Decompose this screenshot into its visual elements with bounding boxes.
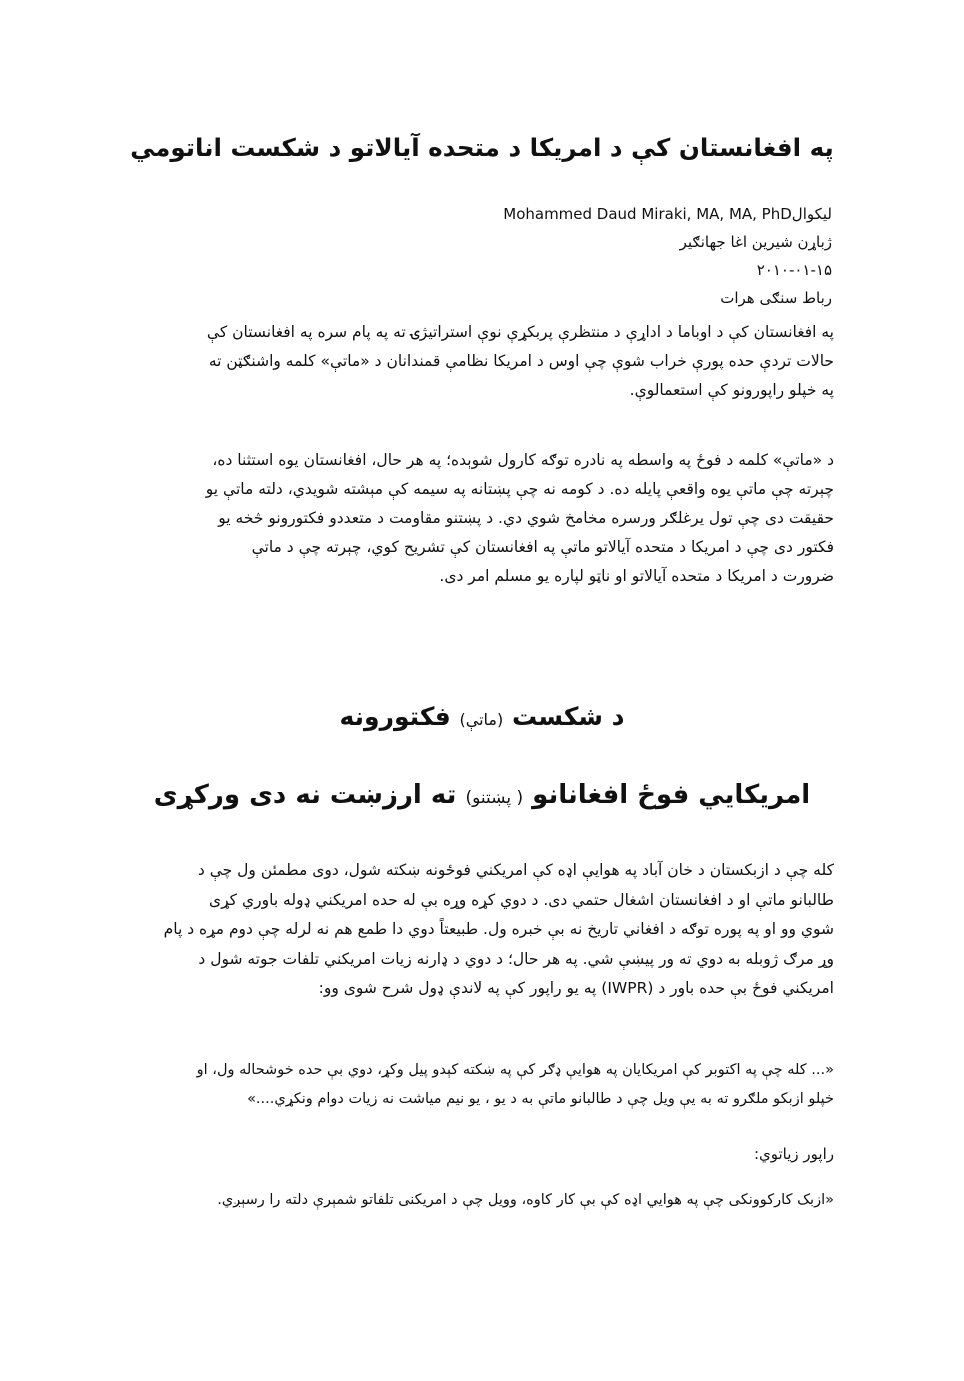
heading-paren: (ماتې)	[459, 710, 504, 729]
paragraph-line: په خپلو راپورونو کې استعمالوې.	[629, 381, 834, 399]
translator-line: ژباړن شیرین اغا جهانګیر	[679, 233, 832, 251]
document-meta	[132, 200, 832, 312]
third-paragraph	[134, 856, 834, 1004]
intro-paragraph	[134, 318, 834, 405]
paragraph-line: ضرورت د امریکا د متحده آیالاتو او ناټو لپاره یو مسلم امر دی.	[439, 567, 834, 585]
report-label	[134, 1140, 834, 1169]
section-heading-factors	[130, 702, 834, 731]
heading-part: ته ارزښت نه دی ورکړی	[153, 780, 457, 810]
paragraph-line: کله چې د ازبکستان د خان آباد په هوایې اډه کې امریکني فوځونه ښکته شول، دوی مطمئن ول چې د	[197, 861, 834, 879]
author-line	[132, 200, 832, 228]
paragraph-line: شوي وو او په پوره توګه د افغاني تاریخ نه بې خبره ول. طبیعتاً دوي دا طمع هم نه لرله چې دوم مړه د پام	[163, 920, 834, 938]
paragraph-line: «ازبک کارکوونکی چې په هوایي اډه کې بې کار کاوه، وویل چې د امریکنی تلفاتو شمېرې دلته را رسېږي.	[217, 1192, 834, 1208]
paragraph-line: خپلو ازبکو ملګرو ته به یې ویل چې د طالبانو ماتې به د یو ، یو نیم میاشت نه زیات دوام ونکړي....»	[247, 1091, 834, 1107]
heading-part: فکتورونه	[339, 702, 451, 731]
second-paragraph	[134, 446, 834, 591]
author-prefix: لیکوال	[791, 205, 832, 223]
date-line: ۲۰۱۰-۰۱-۱۵	[756, 261, 832, 279]
paragraph-line: حقیقت دی چې تول یرغلګر ورسره مخامخ شوي دي. د پښتنو مقاومت د متعددو فکتورونو څخه یو	[218, 509, 834, 527]
author-name: Mohammed Daud Miraki, MA, MA, PhD	[503, 205, 792, 223]
heading-part: د شکست	[511, 702, 625, 731]
heading-paren: ( پښتنو)	[465, 788, 524, 808]
paragraph-line: چېرته چې ماتې یوه واقعې پایله ده. د کومه نه چې پښتانه په سیمه کې مېشته شویدي، دلته ماتې یو	[205, 480, 834, 498]
heading-part: امریکایي فوځ افغانانو	[532, 780, 811, 810]
paragraph-line: وړ مرګ ژوبله به دوي ته ور پیښې شي. په هر حال؛ د دوي د ډارنه زیات امریکني تلفات جوته شول د	[198, 949, 834, 968]
paragraph-line: راپور زیاتوي:	[753, 1145, 834, 1163]
place-line: رباط سنګی هرات	[720, 289, 832, 307]
paragraph-line: د «ماتې» کلمه د فوځ په واسطه په نادره توګه کارول شوېده؛ په هر حال، افغانستان یوه استثنا ده،	[212, 451, 834, 469]
paragraph-line: فکتور دی چې د امریکا د متحده آیالاتو ماتې په افغانستان کې تشریح کوي، چېرته چې د ماتې	[251, 538, 834, 556]
quote-paragraph	[134, 1056, 834, 1114]
paragraph-line: طالبانو ماتې او د افغانستان اشغال حتمي دی. د دوي کړه وړه بې له حده امریکني ډوله باوري کړی	[209, 890, 834, 909]
last-quote	[134, 1186, 834, 1215]
paragraph-line: «... کله چې په اکتوبر کې امریکایان په هوایې ډګر کې په ښکته کېدو پیل وکړ، دوي بې حده خوشحاله ول، او	[196, 1062, 834, 1078]
paragraph-line: حالات تردې حده پورې خراب شوې چې اوس د امریکا نظامې قمندانان د «ماتې» کلمه واشنګټن ته	[208, 352, 834, 370]
paragraph-line: امریکني فوځ بې حده باور د (IWPR) په یو راپور کې په لاندې ډول شرح شوی وو:	[318, 979, 834, 997]
section-heading-value	[130, 780, 834, 810]
document-title: په افغانستان کې د امریکا د متحده آیالاتو د شکست اناتومي	[130, 133, 834, 162]
paragraph-line: په افغانستان کې د اوباما د اداړې د منتظرې پربکړې نوې استراتیژۍ ته په پام سره په افغانستان کې	[206, 323, 834, 341]
